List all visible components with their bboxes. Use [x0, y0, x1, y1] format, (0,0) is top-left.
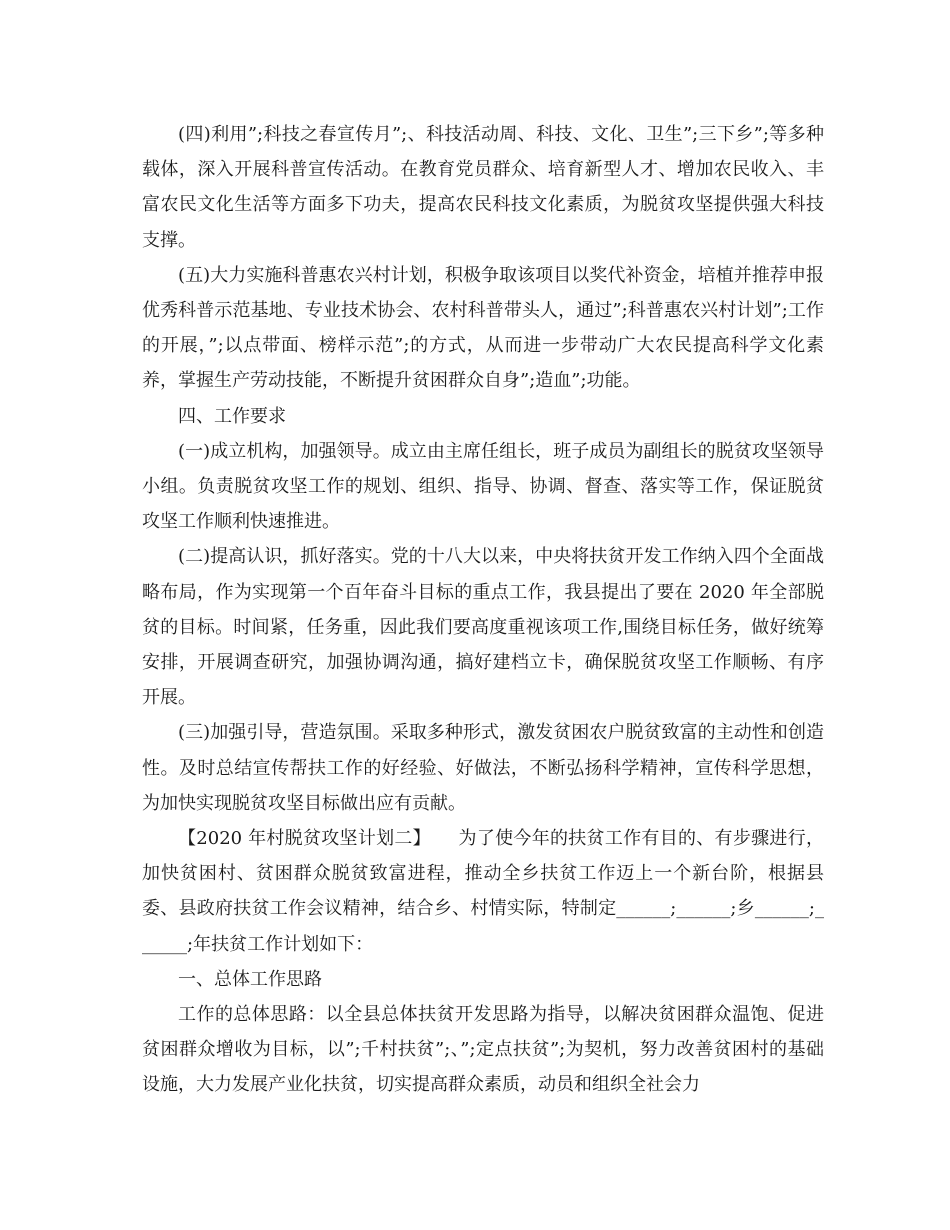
section-heading-work-requirements: 四、工作要求: [178, 405, 286, 427]
paragraph-five-science-plan: (五)大力实施科普惠农兴村计划，积极争取该项目以奖代补资金，培植并推荐申报优秀科普示范基地、专业技术协会、农村科普带头人，通过”;科普惠农兴村计划”;工作的开展，”;以点带面、榜样示范”;的方式，从而进一步带动广大农民提高科学文化素养，掌握生产劳动技能，不断提升贫困群众自身”;造血”;功能。: [142, 264, 824, 392]
document-body: [142, 117, 824, 1103]
paragraph-plan-two-intro: 【2020 年村脱贫攻坚计划二】 为了使今年的扶贫工作有目的、有步骤进行，加快贫困村、贫困群众脱贫致富进程，推动全乡扶贫工作迈上一个新台阶，根据县委、县政府扶贫工作会议精神，结合乡、村情实际，特制定______;______;乡______;______;年扶贫工作计划如下：: [142, 828, 824, 955]
paragraph-three-guidance: (三)加强引导，营造氛围。采取多种形式，激发贫困农户脱贫致富的主动性和创造性。及时总结宣传帮扶工作的好经验、好做法，不断弘扬科学精神，宣传科学思想，为加快实现脱贫攻坚目标做出应有贡献。: [142, 722, 824, 814]
paragraph-four-promotion: (四)利用”;科技之春宣传月”;、科技活动周、科技、文化、卫生”;三下乡”;等多种载体，深入开展科普宣传活动。在教育党员群众、培育新型人才、增加农民收入、丰富农民文化生活等方面多下功夫，提高农民科技文化素质，为脱贫攻坚提供强大科技支撑。: [142, 124, 824, 251]
section-heading-overall-approach: 一、总体工作思路: [178, 968, 322, 990]
paragraph-two-implementation: (二)提高认识，抓好落实。党的十八大以来，中央将扶贫开发工作纳入四个全面战略布局，作为实现第一个百年奋斗目标的重点工作，我县提出了要在 2020 年全部脱贫的目标。时间紧，任务重，因此我们要高度重视该项工作,围绕目标任务，做好统筹安排，开展调查研究，加强协调沟通，搞好建档立卡，确保脱贫攻坚工作顺畅、有序开展。: [142, 546, 824, 709]
paragraph-overall-approach: 工作的总体思路：以全县总体扶贫开发思路为指导，以解决贫困群众温饱、促进贫困群众增收为目标，以”;千村扶贫”;、”;定点扶贫”;为契机，努力改善贫困村的基础设施，大力发展产业化扶贫，切实提高群众素质，动员和组织全社会力: [142, 1004, 824, 1096]
paragraph-one-leadership: (一)成立机构，加强领导。成立由主席任组长，班子成员为副组长的脱贫攻坚领导小组。负责脱贫攻坚工作的规划、组织、指导、协调、督查、落实等工作，保证脱贫攻坚工作顺利快速推进。: [142, 440, 824, 533]
